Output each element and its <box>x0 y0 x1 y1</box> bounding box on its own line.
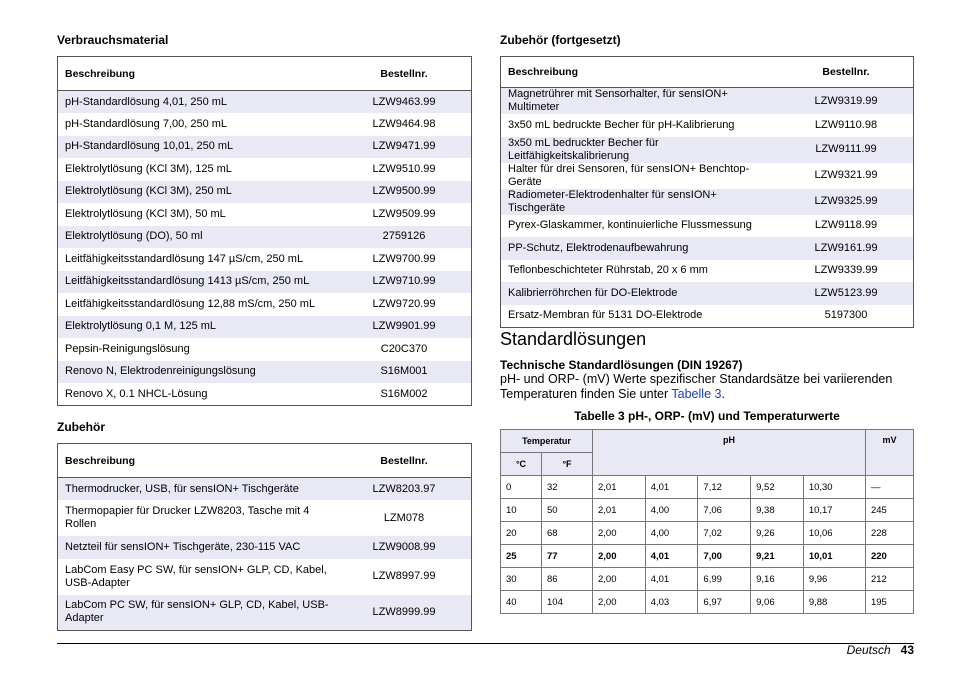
ph-cell-p2: 4,00 <box>645 499 698 522</box>
row-description: Leitfähigkeitsstandardlösung 1413 µS/cm, 250 mL <box>58 271 338 294</box>
table-row <box>501 237 914 260</box>
table-header-row <box>501 57 914 88</box>
footer-rule <box>57 643 914 644</box>
ph-cell-p1: 2,00 <box>593 591 646 614</box>
table-row <box>58 226 472 249</box>
row-order-number: LZW9500.99 <box>337 181 472 204</box>
row-order-number: LZW9111.99 <box>779 137 914 163</box>
ph-cell-c: 40 <box>501 591 542 614</box>
col-header-mv: mV <box>865 430 913 476</box>
ph-cell-mv: 212 <box>865 568 913 591</box>
table-row <box>501 305 914 328</box>
table-row <box>58 248 472 271</box>
table-row <box>58 293 472 316</box>
intro-text-end: . <box>721 387 725 401</box>
col-header-celsius: °C <box>501 453 542 476</box>
row-description: LabCom Easy PC SW, für sensION+ GLP, CD, Kabel, USB-Adapter <box>65 563 327 589</box>
ph-cell-p4: 9,26 <box>751 522 804 545</box>
ph-cell-mv: — <box>865 476 913 499</box>
row-order-number: C20C370 <box>380 342 428 355</box>
ph-cell-p3: 7,06 <box>698 499 751 522</box>
page-heading-standardloesungen: Standardlösungen <box>500 329 647 349</box>
row-description: Pyrex-Glaskammer, kontinuierliche Flussmessung <box>508 219 752 232</box>
row-description: 3x50 mL bedruckte Becher für pH-Kalibrierung <box>508 118 735 131</box>
row-order-number: LZW9339.99 <box>814 264 878 277</box>
row-description: Renovo X, 0.1 NHCL-Lösung <box>65 387 208 400</box>
table-row <box>58 500 472 536</box>
ph-table-row <box>501 568 914 591</box>
row-order-number: LZW9319.99 <box>779 88 914 115</box>
ph-cell-p4: 9,21 <box>751 545 804 568</box>
col-header-fahrenheit: °F <box>542 453 593 476</box>
row-order-number: LZW8999.99 <box>337 595 472 631</box>
section-title-verbrauchsmaterial: Verbrauchsmaterial <box>57 33 169 47</box>
ph-table-row <box>501 522 914 545</box>
row-order-number: LZW9321.99 <box>814 169 878 181</box>
ph-cell-c: 25 <box>501 545 542 568</box>
table-row <box>58 113 472 136</box>
ph-table-row <box>501 476 914 499</box>
row-order-number: 2759126 <box>337 226 472 249</box>
intro-text: pH- und ORP- (mV) Werte spezifischer Standardsätze bei variierenden Temperaturen finden Sie unter <box>500 372 893 401</box>
col-header-description: Beschreibung <box>58 444 338 478</box>
ph-cell-p1: 2,01 <box>593 499 646 522</box>
table-header-row <box>58 444 472 478</box>
row-description: LabCom PC SW, für sensION+ GLP, CD, Kabel, USB-Adapter <box>58 595 338 631</box>
row-description: Magnetrührer mit Sensorhalter, für sensION+ Multimeter <box>501 88 780 115</box>
ph-table-header-row-1 <box>501 430 914 453</box>
table-row <box>58 158 472 181</box>
ph-cell-p2: 4,00 <box>645 522 698 545</box>
ph-cell-c: 0 <box>501 476 542 499</box>
ph-cell-c: 20 <box>501 522 542 545</box>
table-row <box>501 189 914 215</box>
footer-language: Deutsch <box>846 643 891 657</box>
row-description: Elektrolytlösung (KCl 3M), 125 mL <box>65 162 232 175</box>
row-description: Radiometer-Elektrodenhalter für sensION+ Tischgeräte <box>501 189 780 215</box>
table-row <box>501 163 914 189</box>
table-row <box>501 260 914 283</box>
row-order-number: S16M001 <box>337 361 472 384</box>
row-order-number: LZW5123.99 <box>779 282 914 305</box>
row-description: Elektrolytlösung (KCl 3M), 250 mL <box>58 181 338 204</box>
ph-cell-mv: 245 <box>865 499 913 522</box>
ph-cell-f: 68 <box>542 522 593 545</box>
row-description: Thermodrucker, USB, für sensION+ Tischgeräte <box>58 478 338 501</box>
row-description: Elektrolytlösung (DO), 50 ml <box>58 226 338 249</box>
table-row <box>58 478 472 501</box>
row-description: Renovo N, Elektrodenreinigungslösung <box>58 361 338 384</box>
ph-cell-p5: 9,88 <box>803 591 865 614</box>
row-description: pH-Standardlösung 7,00, 250 mL <box>65 117 228 130</box>
row-description: Teflonbeschichteter Rührstab, 20 x 6 mm <box>508 264 708 277</box>
ph-cell-p1: 2,00 <box>593 568 646 591</box>
ph-cell-f: 50 <box>542 499 593 522</box>
accessories-continued-table <box>500 56 914 328</box>
ph-cell-p5: 10,06 <box>803 522 865 545</box>
row-description: Kalibrierröhrchen für DO-Elektrode <box>501 282 780 305</box>
row-description: Pepsin-Reinigungslösung <box>65 342 190 355</box>
table-row <box>501 114 914 137</box>
table-header-row <box>58 57 472 91</box>
col-header-order-number: Bestellnr. <box>779 57 914 88</box>
ph-cell-p3: 7,12 <box>698 476 751 499</box>
ph-cell-mv: 195 <box>865 591 913 614</box>
intro-paragraph <box>500 372 914 402</box>
row-order-number: LZW8997.99 <box>372 570 436 582</box>
row-description: Halter für drei Sensoren, für sensION+ Benchtop-Geräte <box>508 162 750 188</box>
row-order-number: LZW9720.99 <box>372 297 436 310</box>
table-3-link[interactable]: Tabelle 3 <box>671 387 722 401</box>
col-header-temperature: Temperatur <box>501 430 593 453</box>
ph-cell-p5: 9,96 <box>803 568 865 591</box>
row-order-number: S16M002 <box>380 387 428 400</box>
table-row <box>58 181 472 204</box>
table-row <box>58 203 472 226</box>
ph-cell-p2: 4,01 <box>645 545 698 568</box>
row-order-number: LZW9509.99 <box>372 207 436 220</box>
section-title-zubehoer: Zubehör <box>57 420 105 434</box>
ph-cell-p3: 7,02 <box>698 522 751 545</box>
ph-cell-p2: 4,01 <box>645 568 698 591</box>
row-order-number: LZW9118.99 <box>814 219 878 232</box>
row-description: Thermopapier für Drucker LZW8203, Tasche mit 4 Rollen <box>65 505 310 530</box>
page-footer <box>847 643 914 657</box>
col-header-ph: pH <box>593 430 866 476</box>
ph-cell-p2: 4,01 <box>645 476 698 499</box>
ph-cell-c: 30 <box>501 568 542 591</box>
col-header-description: Beschreibung <box>58 57 338 91</box>
col-header-order-number: Bestellnr. <box>337 444 472 478</box>
ph-cell-p4: 9,16 <box>751 568 804 591</box>
ph-cell-p4: 9,38 <box>751 499 804 522</box>
row-description: Ersatz-Membran für 5131 DO-Elektrode <box>508 309 703 321</box>
row-description: pH-Standardlösung 4,01, 250 mL <box>58 91 338 114</box>
row-order-number: LZW9700.99 <box>372 252 436 265</box>
row-order-number: LZW9471.99 <box>337 136 472 159</box>
table-row <box>58 383 472 406</box>
ph-cell-p1: 2,00 <box>593 522 646 545</box>
table-row <box>501 282 914 305</box>
ph-cell-f: 86 <box>542 568 593 591</box>
row-description: 3x50 mL bedruckter Becher für Leitfähigkeitskalibrierung <box>501 137 780 163</box>
row-order-number: LZW9510.99 <box>372 162 436 175</box>
row-order-number: LZW9463.99 <box>337 91 472 114</box>
ph-cell-p3: 6,97 <box>698 591 751 614</box>
row-description: Netzteil für sensION+ Tischgeräte, 230-115 VAC <box>58 536 338 559</box>
col-header-description: Beschreibung <box>501 57 780 88</box>
ph-table-row <box>501 545 914 568</box>
ph-cell-p5: 10,17 <box>803 499 865 522</box>
ph-cell-p4: 9,06 <box>751 591 804 614</box>
table-row <box>58 91 472 114</box>
ph-cell-p3: 7,00 <box>698 545 751 568</box>
table-row <box>58 559 472 595</box>
table-row <box>58 136 472 159</box>
row-order-number: LZW9008.99 <box>337 536 472 559</box>
ph-cell-p3: 6,99 <box>698 568 751 591</box>
row-description: pH-Standardlösung 10,01, 250 mL <box>58 136 338 159</box>
row-order-number: LZW9161.99 <box>779 237 914 260</box>
row-order-number: LZW8203.97 <box>337 478 472 501</box>
subheading-din: Technische Standardlösungen (DIN 19267) <box>500 358 743 372</box>
row-order-number: LZW9325.99 <box>779 189 914 215</box>
table-row <box>501 215 914 238</box>
row-order-number: 5197300 <box>824 309 868 321</box>
ph-cell-f: 32 <box>542 476 593 499</box>
row-description: Leitfähigkeitsstandardlösung 12,88 mS/cm, 250 mL <box>65 297 316 310</box>
ph-temperature-table <box>500 429 914 614</box>
ph-cell-p2: 4,03 <box>645 591 698 614</box>
table-row <box>58 271 472 294</box>
ph-cell-p5: 10,30 <box>803 476 865 499</box>
table-row <box>58 595 472 631</box>
ph-cell-p5: 10,01 <box>803 545 865 568</box>
table-row <box>58 338 472 361</box>
row-description: PP-Schutz, Elektrodenaufbewahrung <box>501 237 780 260</box>
section-title-zubehoer-fortgesetzt: Zubehör (fortgesetzt) <box>500 33 621 47</box>
accessories-table <box>57 443 472 631</box>
ph-cell-mv: 228 <box>865 522 913 545</box>
ph-cell-f: 104 <box>542 591 593 614</box>
ph-table-row <box>501 499 914 522</box>
row-order-number: LZW9464.98 <box>372 117 436 130</box>
table-row <box>58 361 472 384</box>
ph-cell-mv: 220 <box>865 545 913 568</box>
ph-cell-p1: 2,01 <box>593 476 646 499</box>
row-order-number: LZW9710.99 <box>337 271 472 294</box>
page-number: 43 <box>900 643 914 657</box>
table-row <box>501 137 914 163</box>
row-order-number: LZM078 <box>383 511 425 524</box>
row-description: Elektrolytlösung (KCl 3M), 50 mL <box>65 207 226 220</box>
ph-cell-p4: 9,52 <box>751 476 804 499</box>
row-description: Elektrolytlösung 0,1 M, 125 mL <box>58 316 338 339</box>
ph-cell-f: 77 <box>542 545 593 568</box>
table-row <box>58 536 472 559</box>
row-description: Leitfähigkeitsstandardlösung 147 µS/cm, 250 mL <box>65 252 304 265</box>
ph-table-row <box>501 591 914 614</box>
table-row <box>58 316 472 339</box>
col-header-order-number: Bestellnr. <box>337 57 472 91</box>
row-order-number: LZW9110.98 <box>814 118 878 131</box>
table-row <box>501 88 914 115</box>
ph-cell-c: 10 <box>501 499 542 522</box>
row-order-number: LZW9901.99 <box>337 316 472 339</box>
consumables-table <box>57 56 472 406</box>
table-caption: Tabelle 3 pH-, ORP- (mV) und Temperaturwerte <box>574 409 840 423</box>
ph-cell-p1: 2,00 <box>593 545 646 568</box>
